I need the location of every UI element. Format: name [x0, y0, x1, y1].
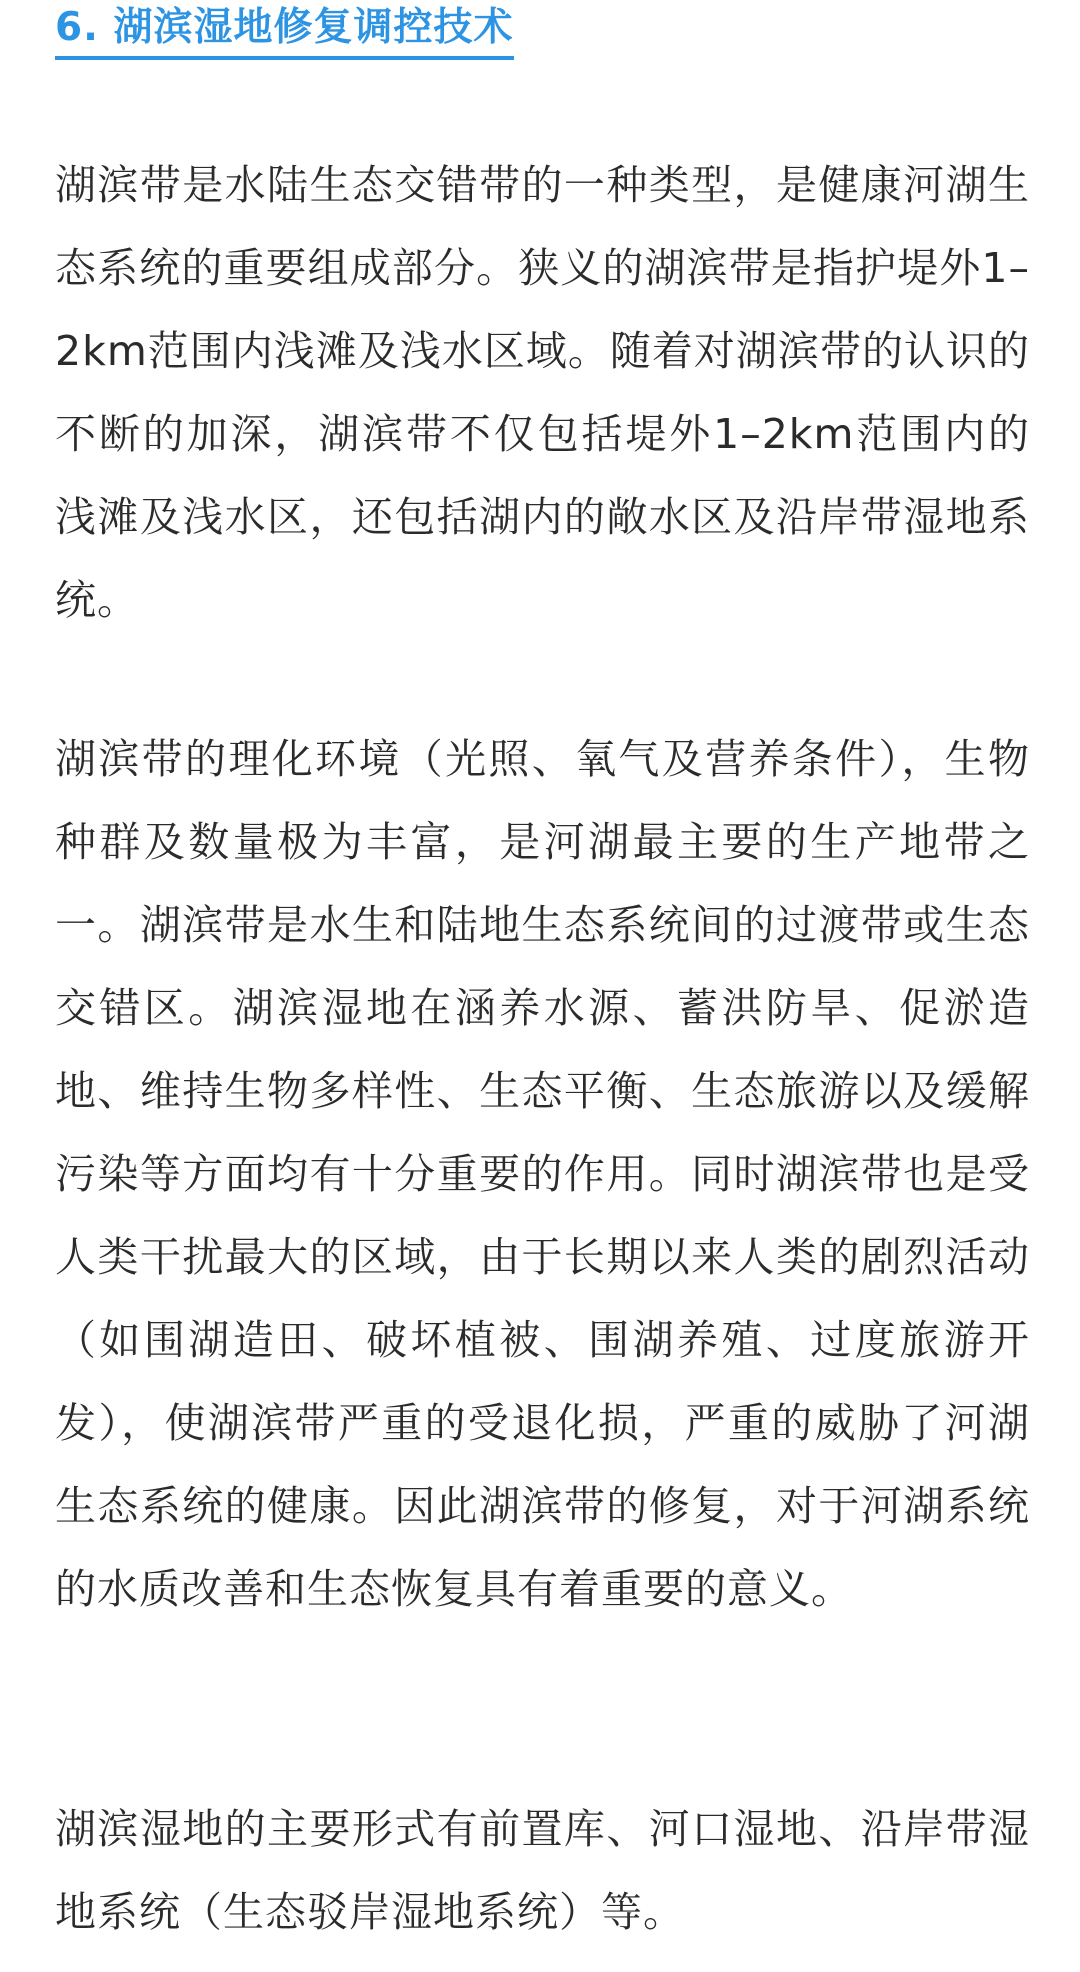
- paragraph-wetland-forms: 湖滨湿地的主要形式有前置库、河口湿地、沿岸带湿地系统（生态驳岸湿地系统）等。: [55, 1805, 1030, 1936]
- paragraph-lakeside-zone-definition: 湖滨带是水陆生态交错带的一种类型，是健康河湖生态系统的重要组成部分。狭义的湖滨带是指护堤外1–2km范围内浅滩及浅水区域。随着对湖滨带的认识的不断的加深，湖滨带不仅包括堤外1–2km范围内的浅滩及浅水区，还包括湖内的敞水区及沿岸带湿地系统。: [55, 161, 1030, 624]
- paragraph-lakeside-zone-importance: 湖滨带的理化环境（光照、氧气及营养条件），生物种群及数量极为丰富，是河湖最主要的生产地带之一。湖滨带是水生和陆地生态系统间的过渡带或生态交错区。湖滨湿地在涵养水源、蓄洪防旱、促淤造地、维持生物多样性、生态平衡、生态旅游以及缓解污染等方面均有十分重要的作用。同时湖滨带也是受人类干扰最大的区域，由于长期以来人类的剧烈活动（如围湖造田、破坏植被、围湖养殖、过度旅游开发），使湖滨带严重的受退化损，严重的威胁了河湖生态系统的健康。因此湖滨带的修复，对于河湖系统的水质改善和生态恢复具有着重要的意义。: [55, 735, 1030, 1613]
- section-heading: 6. 湖滨湿地修复调控技术: [55, 2, 514, 60]
